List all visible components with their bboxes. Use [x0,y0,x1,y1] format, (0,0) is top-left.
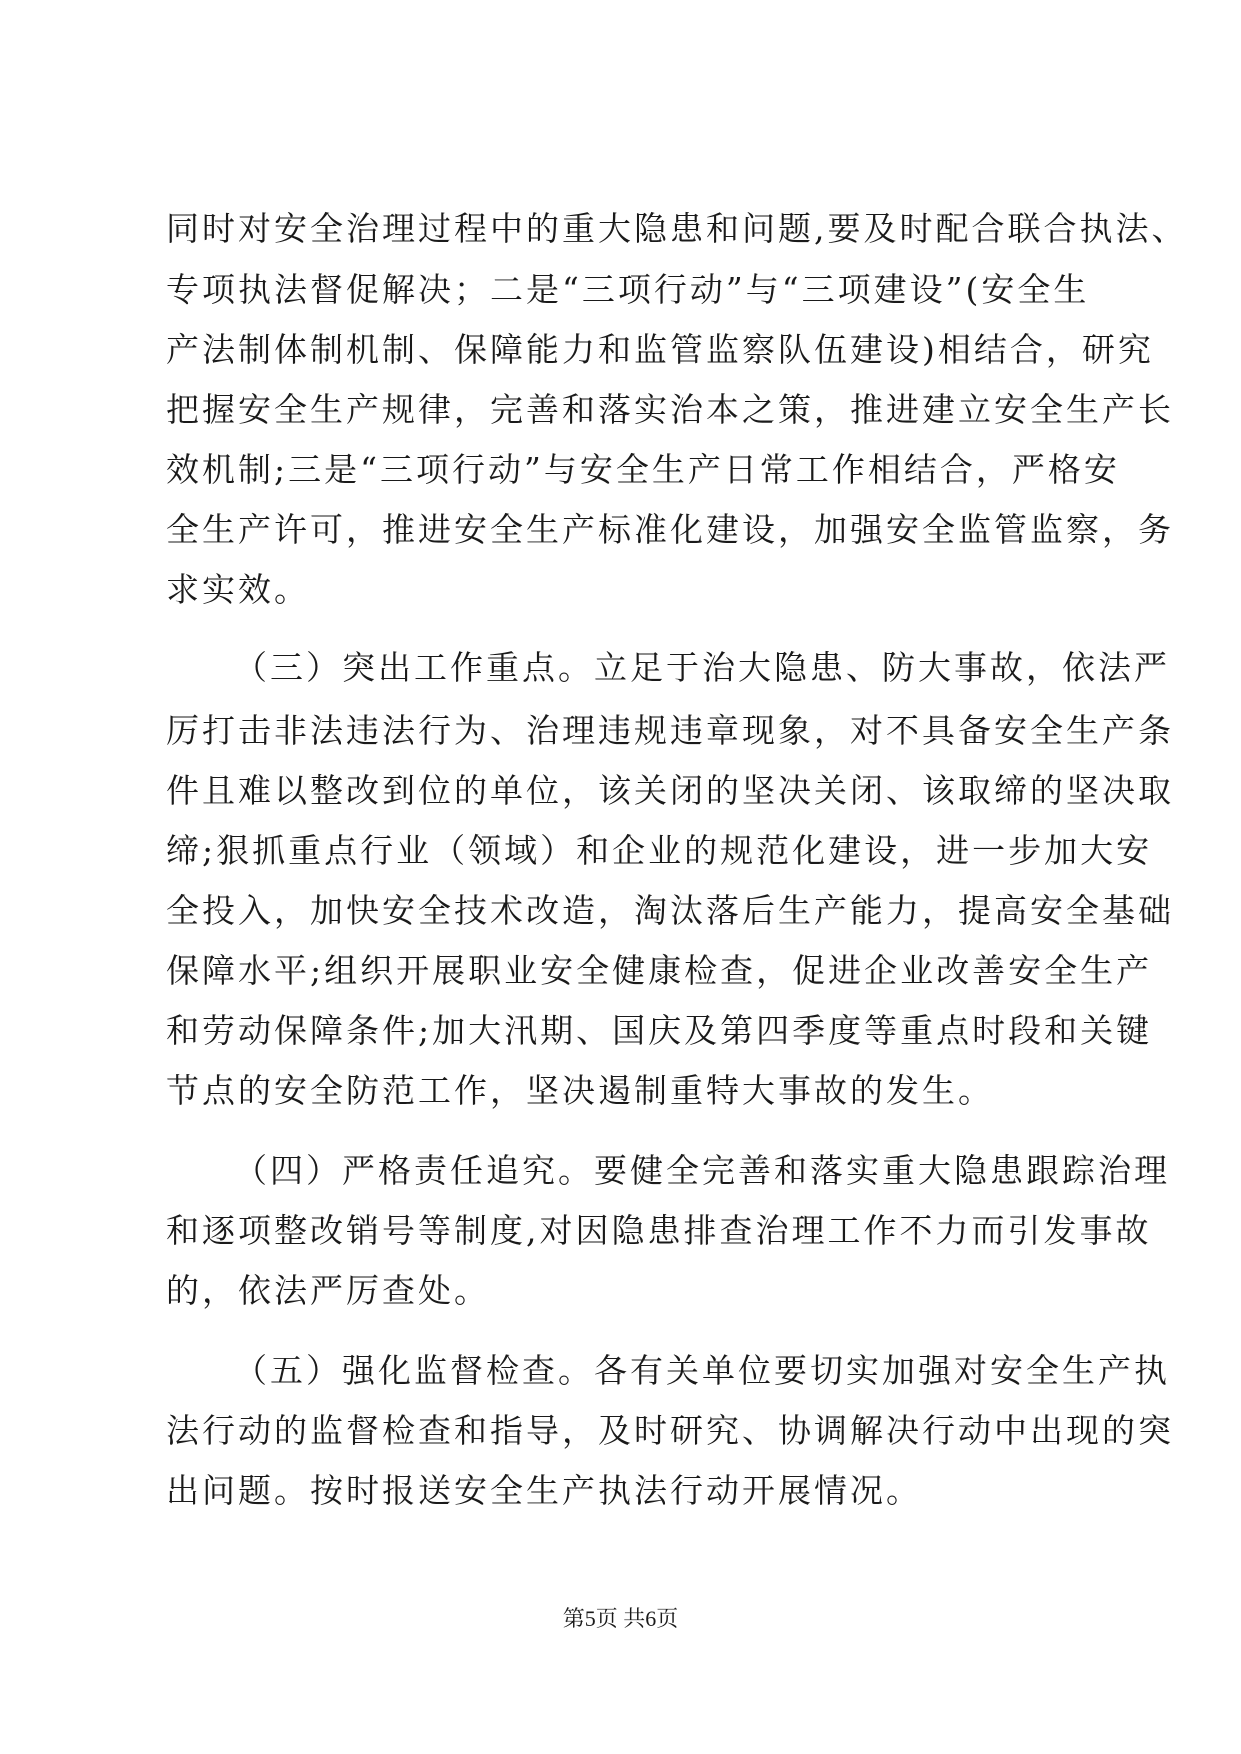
paragraph-4-first-line: （四）严格责任追究。要健全完善和落实重大隐患跟踪治理 [234,1151,1170,1190]
text-line: 件且难以整改到位的单位，该关闭的坚决关闭、该取缔的坚决取 [166,771,1174,810]
page-footer: 第5页 共6页 [562,1606,679,1631]
text-line: 和逐项整改销号等制度,对因隐患排查治理工作不力而引发事故 [166,1211,1152,1250]
text-line: 同时对安全治理过程中的重大隐患和问题,要及时配合联合执法、 [166,209,1188,248]
text-line: 出问题。按时报送安全生产执法行动开展情况。 [166,1471,922,1510]
paragraph-5-first-line: （五）强化监督检查。各有关单位要切实加强对安全生产执 [234,1351,1170,1390]
text-line: 缔;狠抓重点行业（领域）和企业的规范化建设，进一步加大安 [166,831,1153,870]
text-line: 把握安全生产规律，完善和落实治本之策，推进建立安全生产长 [166,390,1174,429]
text-line: 效机制;三是“三项行动”与安全生产日常工作相结合，严格安 [166,450,1120,489]
text-line: 法行动的监督检查和指导，及时研究、协调解决行动中出现的突 [166,1411,1174,1450]
text-line: 的，依法严厉查处。 [166,1271,490,1310]
text-line: 节点的安全防范工作，坚决遏制重特大事故的发生。 [166,1071,994,1110]
paragraph-3-first-line: （三）突出工作重点。立足于治大隐患、防大事故，依法严 [234,648,1170,687]
text-line: 专项执法督促解决；二是“三项行动”与“三项建设”(安全生 [166,270,1090,309]
text-line: 厉打击非法违法行为、治理违规违章现象，对不具备安全生产条 [166,711,1174,750]
text-line: 和劳动保障条件;加大汛期、国庆及第四季度等重点时段和关键 [166,1011,1153,1050]
text-line: 求实效。 [166,570,310,609]
text-line: 全投入，加快安全技术改造，淘汰落后生产能力，提高安全基础 [166,891,1174,930]
text-line: 保障水平;组织开展职业安全健康检查，促进企业改善安全生产 [166,951,1153,990]
text-line: 全生产许可，推进安全生产标准化建设，加强安全监管监察，务 [166,510,1174,549]
text-line: 产法制体制机制、保障能力和监管监察队伍建设)相结合，研究 [166,330,1154,369]
